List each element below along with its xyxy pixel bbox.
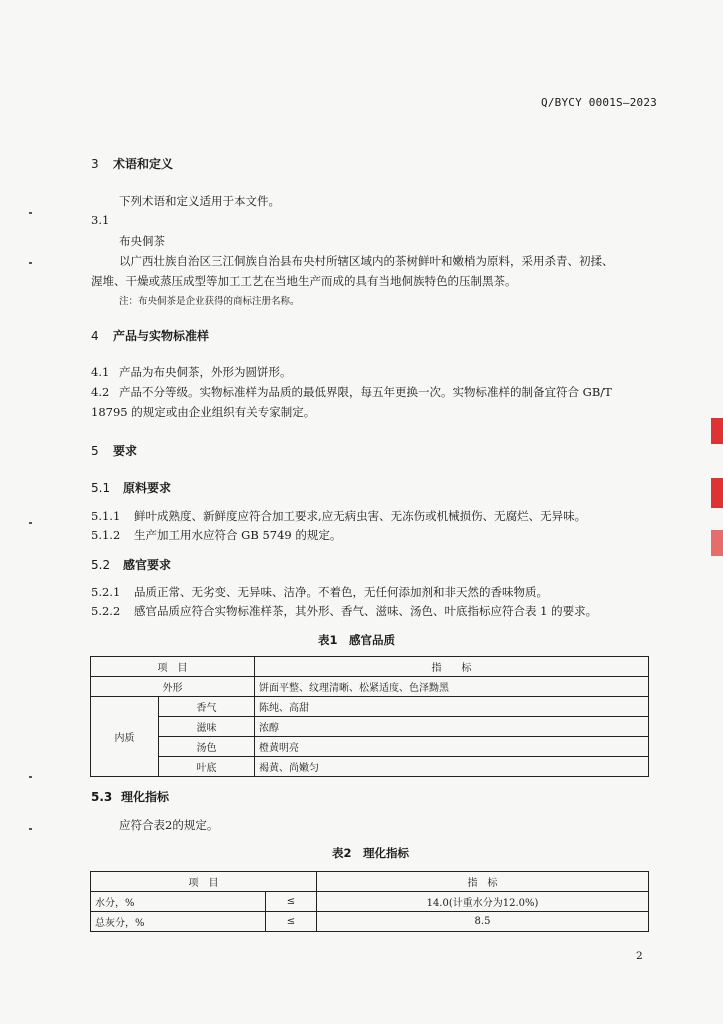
- item-number: 5.1.1: [91, 509, 121, 523]
- item-3-1-number: 3.1: [91, 213, 110, 227]
- item-number: 4.1: [91, 365, 110, 379]
- section-5-heading: [91, 442, 137, 459]
- term-note: 注：布央侗茶是企业获得的商标注册名称。: [119, 296, 300, 307]
- scan-tick-mark: [29, 522, 32, 524]
- table-row: [91, 892, 649, 912]
- subsection-title: 理化指标: [121, 790, 170, 804]
- table-row: [91, 737, 649, 757]
- item-text: 生产加工用水应符合 GB 5749 的规定。: [134, 528, 342, 542]
- row-value: 14.0(计重水分为12.0%): [317, 892, 649, 912]
- subsection-5-3-heading: [91, 788, 169, 805]
- group-label: 内质: [91, 697, 159, 777]
- term-definition-line-2: 渥堆、干燥或蒸压成型等加工工艺在当地生产而成的具有当地侗族特色的压制黑茶。: [91, 274, 517, 288]
- subsection-5-1-heading: [91, 479, 171, 496]
- item-4-1: [91, 364, 292, 380]
- item-text: 鲜叶成熟度、新鲜度应符合加工要求,应无病虫害、无冻伤或机械损伤、无腐烂、无异味。: [134, 509, 587, 523]
- item-text: 产品为布央侗茶，外形为圆饼形。: [119, 365, 292, 379]
- subsection-title: 感官要求: [123, 558, 172, 572]
- document-number: Q/BYCY 0001S—2023: [541, 96, 657, 109]
- section-number: 4: [91, 329, 99, 343]
- row-label: 外形: [91, 677, 255, 697]
- subsection-number: 5.2: [91, 558, 111, 572]
- subsection-number: 5.3: [91, 790, 113, 804]
- section-title: 要求: [113, 444, 138, 458]
- item-text: 品质正常、无劣变、无异味、洁净。不着色，无任何添加剂和非天然的香味物质。: [134, 585, 548, 599]
- item-5-1-1: [91, 508, 586, 524]
- item-number: 4.2: [91, 385, 110, 399]
- header-item: 项 目: [91, 872, 317, 892]
- item-5-2-1: [91, 584, 548, 600]
- row-label: 叶底: [159, 757, 255, 777]
- section-title: 术语和定义: [113, 157, 174, 171]
- table-2-caption: 表2 理化指标: [332, 846, 410, 860]
- item-5-1-2: [91, 527, 341, 543]
- item-number: 5.1.2: [91, 528, 121, 542]
- item-number: 5.2.1: [91, 585, 121, 599]
- table-row: [91, 697, 649, 717]
- row-value: 褐黄、尚嫩匀: [255, 757, 649, 777]
- table-header-row: [91, 657, 649, 677]
- table-1-caption: 表1 感官品质: [318, 633, 396, 647]
- subsection-5-2-heading: [91, 556, 171, 573]
- scan-tick-mark: [29, 212, 32, 214]
- item-number: 5.2.2: [91, 604, 121, 618]
- scan-edge-mark: [711, 418, 723, 444]
- row-operator: ≤: [266, 912, 317, 932]
- table-header-row: [91, 872, 649, 892]
- row-value: 饼面平整、纹理清晰、松紧适度、色泽黝黑: [255, 677, 649, 697]
- table-row: [91, 677, 649, 697]
- row-operator: ≤: [266, 892, 317, 912]
- item-text: 感官品质应符合实物标准样茶，其外形、香气、滋味、汤色、叶底指标应符合表 1 的要求。: [134, 604, 598, 618]
- row-value: 陈纯、高甜: [255, 697, 649, 717]
- row-label: 总灰分，%: [91, 912, 266, 932]
- subsection-5-3-text: 应符合表2的规定。: [119, 818, 219, 832]
- subsection-number: 5.1: [91, 481, 111, 495]
- term-definition-line-1: 以广西壮族自治区三江侗族自治县布央村所辖区域内的茶树鲜叶和嫩梢为原料，采用杀青、初揉、: [119, 254, 614, 268]
- table-row: [91, 757, 649, 777]
- item-text-line-1: 产品不分等级。实物标准样为品质的最低界限，每五年更换一次。实物标准样的制备宜符合 GB/T: [119, 385, 612, 399]
- subsection-title: 原料要求: [123, 481, 172, 495]
- page-number: 2: [636, 950, 643, 962]
- row-value: 8.5: [317, 912, 649, 932]
- section-number: 3: [91, 157, 99, 171]
- table-row: [91, 912, 649, 932]
- table-row: [91, 717, 649, 737]
- scan-tick-mark: [29, 262, 32, 264]
- row-value: 橙黄明亮: [255, 737, 649, 757]
- row-value: 浓醇: [255, 717, 649, 737]
- item-4-2-line-2: 18795 的规定或由企业组织有关专家制定。: [91, 405, 316, 419]
- scan-tick-mark: [29, 828, 32, 830]
- sensory-quality-table: [90, 656, 649, 777]
- physicochemical-table: [90, 871, 649, 932]
- item-5-2-2: [91, 603, 597, 619]
- scan-edge-mark: [711, 478, 723, 508]
- scan-tick-mark: [29, 776, 32, 778]
- row-label: 汤色: [159, 737, 255, 757]
- header-index: 指 标: [317, 872, 649, 892]
- header-index: 指 标: [255, 657, 649, 677]
- section-3-heading: [91, 155, 173, 172]
- scan-edge-mark: [711, 530, 723, 556]
- header-item: 项 目: [91, 657, 255, 677]
- term-name: 布央侗茶: [119, 234, 165, 248]
- row-label: 滋味: [159, 717, 255, 737]
- item-4-2: [91, 384, 612, 400]
- section-title: 产品与实物标准样: [113, 329, 210, 343]
- row-label: 香气: [159, 697, 255, 717]
- section-4-heading: [91, 327, 209, 344]
- row-label: 水分，%: [91, 892, 266, 912]
- section-3-intro: 下列术语和定义适用于本文件。: [119, 194, 280, 208]
- section-number: 5: [91, 444, 99, 458]
